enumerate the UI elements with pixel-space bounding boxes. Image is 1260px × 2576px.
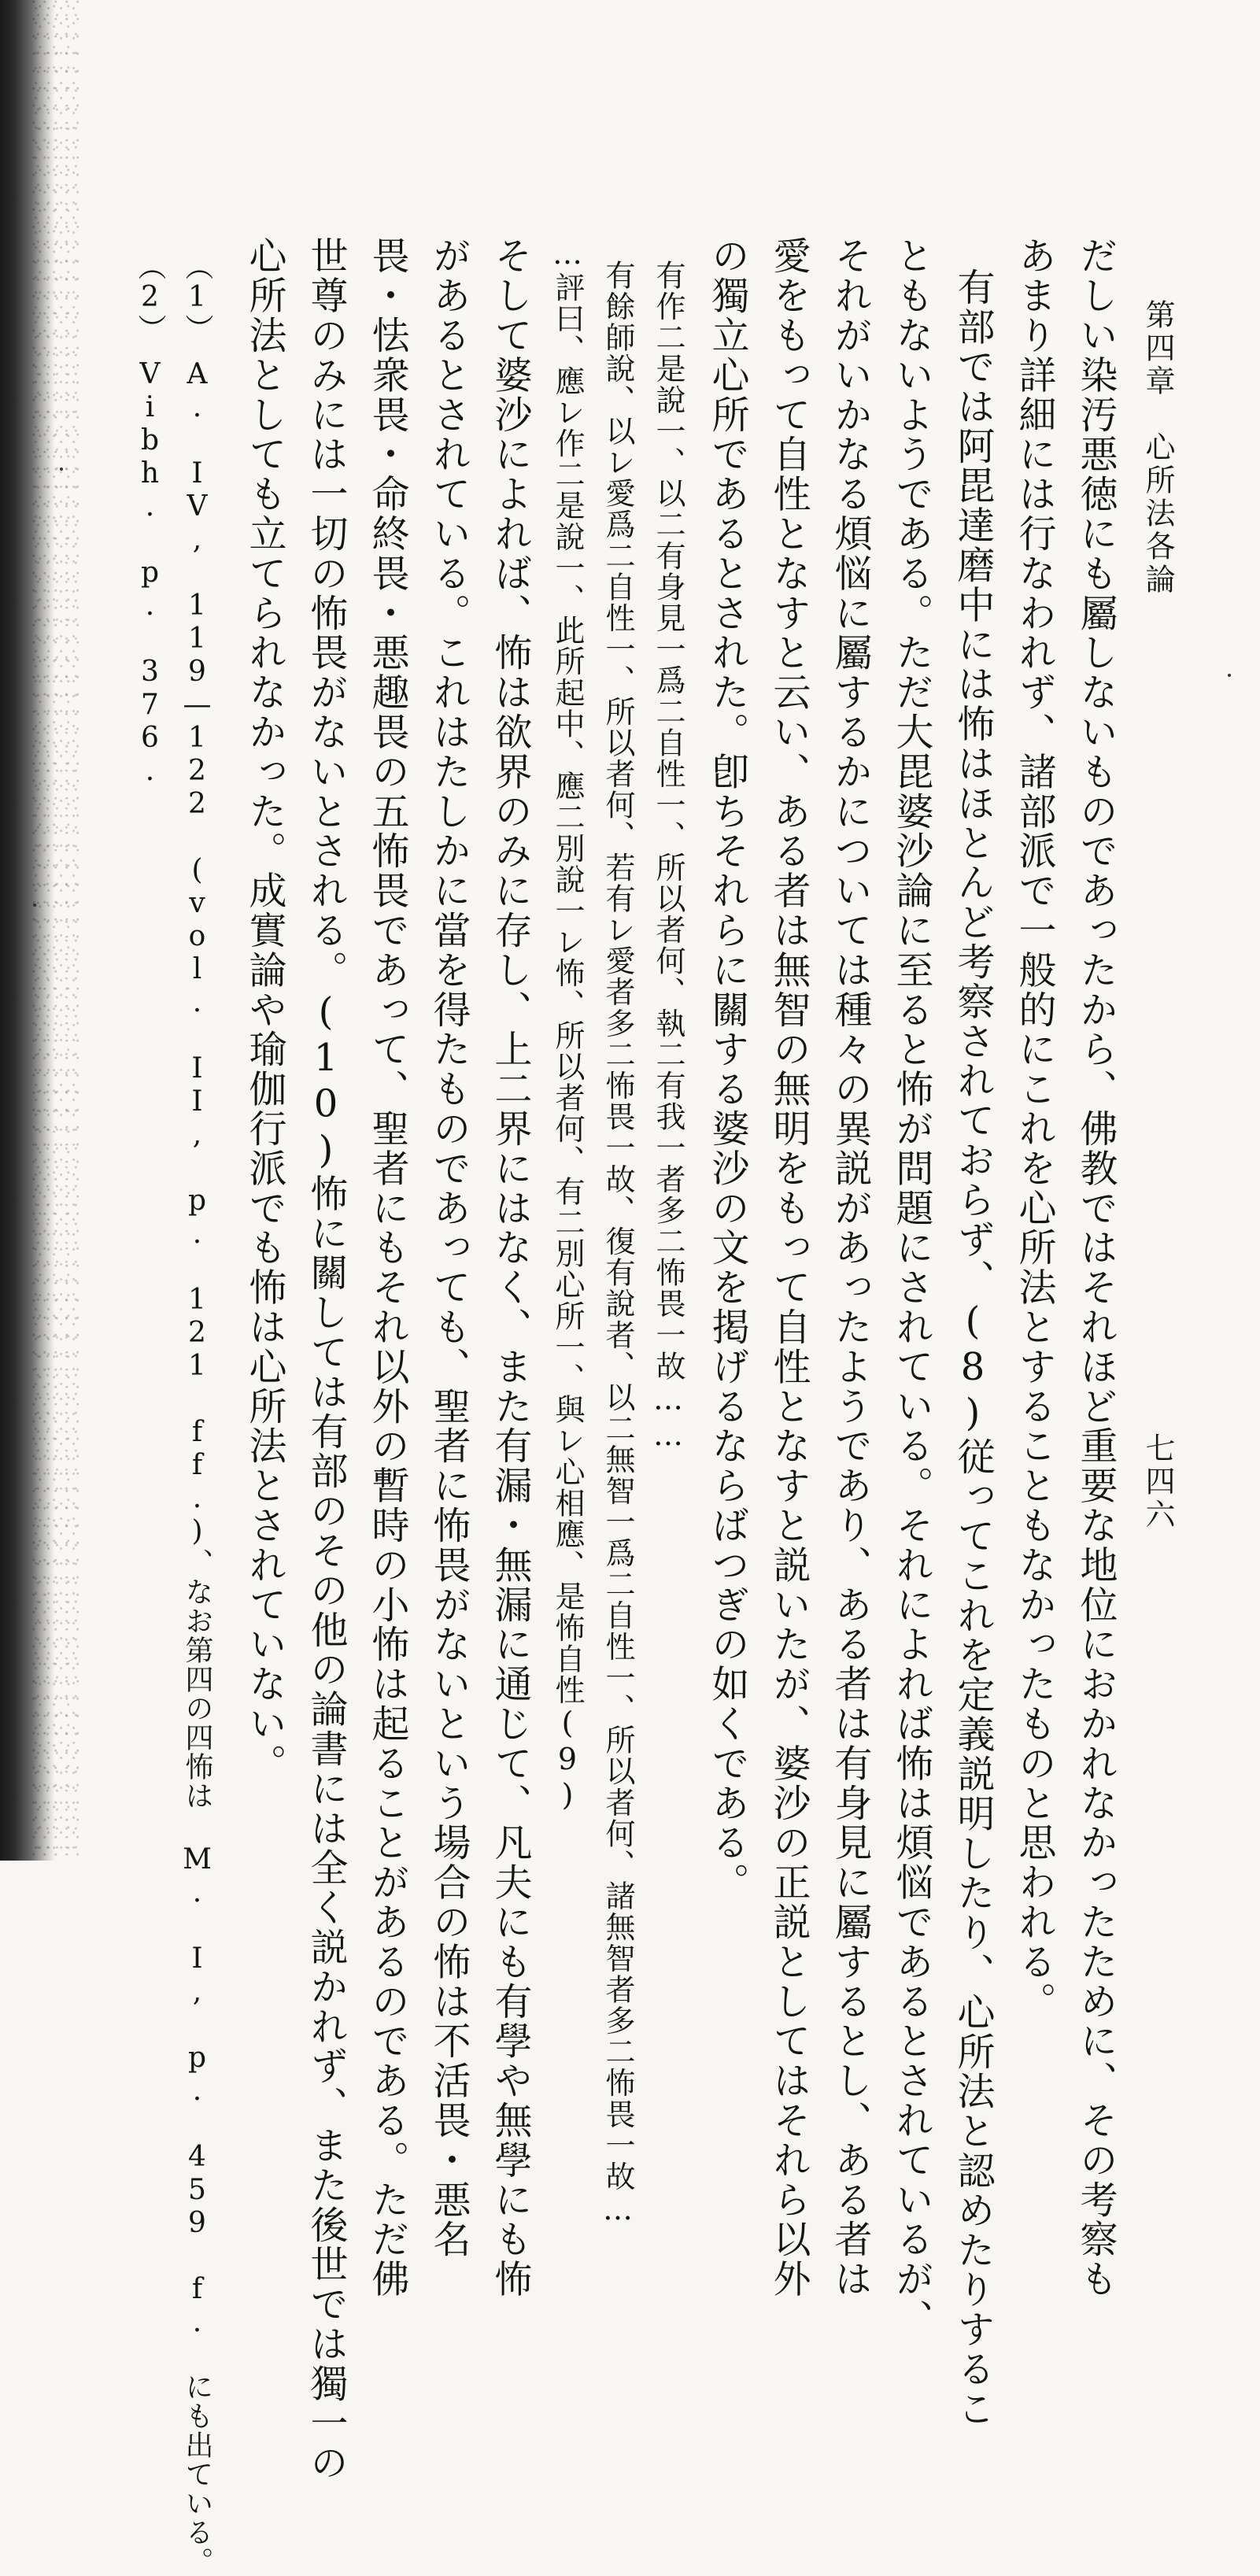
body-line: 畏・怯衆畏・命終畏・悪趣畏の五怖畏であって、聖者にもそれ以外の暫時の小怖は起ることがあるのである。ただ佛 [365, 236, 409, 2299]
quote-line: 有作二是說一、以二有身見一爲二自性一、所以者何、執二有我一者多二怖畏一故…… [651, 260, 685, 1454]
body-line: の獨立心所であるとされた。卽ちそれらに關する婆沙の文を掲げるならばつぎの如くである。 [705, 236, 749, 1902]
body-line: 世尊のみには一切の怖畏がないとされる。(10)怖に關しては有部のその他の論書には全く説かれず、また後世では獨一の [304, 236, 348, 2483]
body-line: 心所法としても立てられなかった。成實論や瑜伽行派でも怖は心所法とされていない。 [242, 236, 286, 1783]
scan-noise [31, 0, 79, 1861]
body-line: ともないようである。ただ大毘婆沙論に至ると怖が問題にされている。それによれば怖は煩悩であるとされているが、 [889, 236, 933, 2339]
body-line: そして婆沙によれば、怖は欲界のみに存し、上二界にはなく、また有漏・無漏に通じて、凡夫にも有學や無學にも怖 [488, 236, 532, 2299]
chapter-heading: 第四章 心所法各論 [1140, 299, 1175, 597]
scan-speck [33, 904, 36, 907]
body-line: 愛をもって自性となすと云い、ある者は無智の無明をもって自性となすと説いたが、婆沙の正説としてはそれら以外 [767, 236, 811, 2299]
footnote: （2） Vibh. p. 376. [134, 252, 166, 788]
page-number: 七四六 [1140, 1432, 1175, 1532]
footnote: （1） A. IV, 119—122 (vol. II, p. 121 ff.)、なお第四の四怖は M. I, p. 459 f. にも出ている。 [181, 252, 213, 2576]
body-line: あまり詳細には行なわれず、諸部派で一般的にこれを心所法とすることもなかったものと思われる。 [1012, 236, 1056, 2021]
scan-speck [60, 468, 63, 471]
body-line: それがいかなる煩悩に屬するかについては種々の異説があったようであり、ある者は有身見に屬するとし、ある者は [828, 236, 872, 2299]
quote-line: …評曰、應レ作二是說一、此所起中、應二別說一レ怖、所以者何、有二別心所一、與レ心相應、是怖自性(9) [550, 236, 585, 1813]
quote-line: 有餘師說、以レ愛爲二自性一、所以者何、若有レ愛者多二怖畏一故、復有說者、以二無智一爲二自性一、所以者何、諸無智者多二怖畏一故… [600, 260, 635, 2228]
body-line: があるとされている。これはたしかに當を得たものであっても、聖者に怖畏がないという場合の怖は不活畏・悪名 [427, 236, 471, 2260]
scan-speck [1228, 674, 1231, 677]
body-line: 有部では阿毘達磨中には怖はほとんど考察されておらず、(8)従ってこれを定義説明したり、心所法と認めたりするこ [951, 268, 995, 2429]
body-line: だしい染汚悪徳にも屬しないものであったから、佛教ではそれほど重要な地位におかれなかったために、その考察も [1073, 236, 1118, 2299]
